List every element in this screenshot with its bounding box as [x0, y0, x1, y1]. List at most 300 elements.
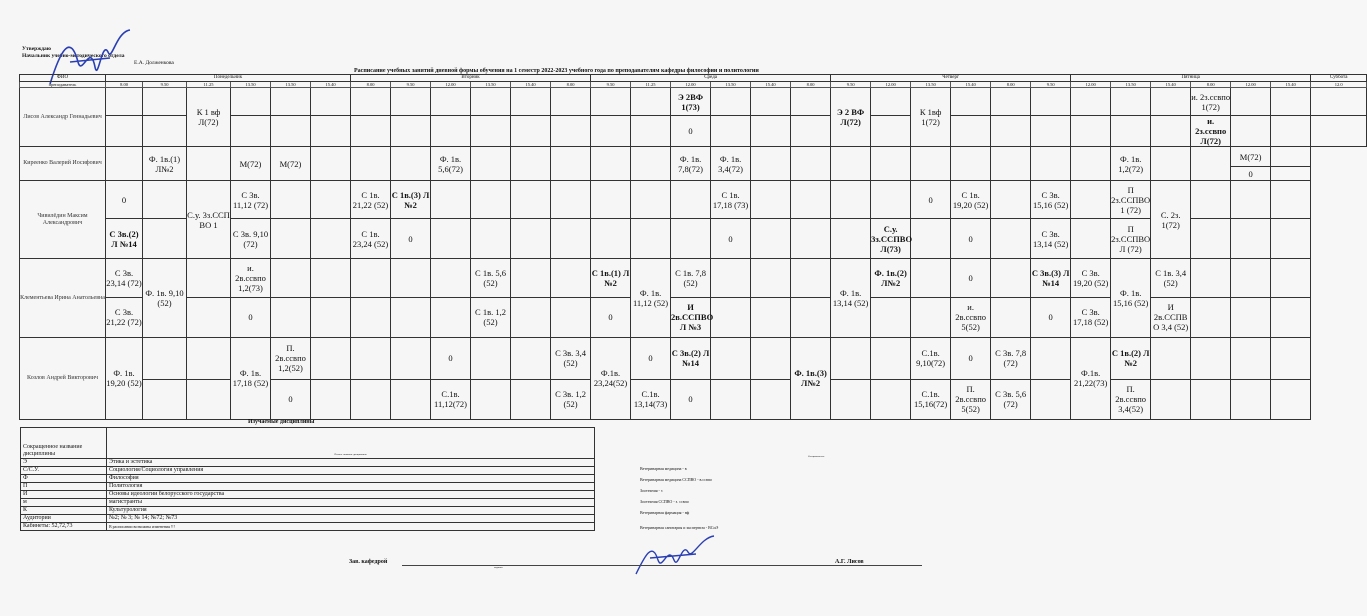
schedule-cell [471, 219, 511, 259]
schedule-cell [1231, 88, 1271, 116]
schedule-table [19, 74, 1367, 420]
schedule-cell [1031, 379, 1071, 419]
time-slot: 8.00 [106, 82, 143, 88]
schedule-cell [391, 88, 431, 116]
schedule-cell [1271, 219, 1311, 259]
schedule-cell: К 1вф 1(72) [911, 88, 951, 147]
specialty-codes [640, 466, 718, 536]
schedule-cell [143, 88, 187, 116]
legend-name: №2; № 3; № 14; №72; №73 [107, 515, 595, 523]
schedule-cell [751, 219, 791, 259]
day-tuesday: Вторник [351, 75, 591, 82]
schedule-cell [1231, 181, 1271, 219]
schedule-cell: и. 2з.ссвпо 1(72) [1191, 88, 1231, 116]
time-slot: 8.00 [991, 82, 1031, 88]
schedule-cell: С.1в. 11,12(72) [431, 379, 471, 419]
schedule-cell [1151, 337, 1191, 379]
schedule-cell: Ф. 1в.(3) Л№2 [791, 337, 831, 419]
specialty-code: Зоотехния ССПВО - з. ссвпо [640, 499, 689, 504]
schedule-cell: С 1в. 17,18 (73) [711, 181, 751, 219]
schedule-cell: С.у. 3з.ССП ВО 1 [187, 181, 231, 259]
schedule-cell: П. 2в.ссвпо 1,2(52) [271, 337, 311, 379]
schedule-cell [1151, 147, 1191, 181]
schedule-cell: С 3в. 7,8 (72) [991, 337, 1031, 379]
teacher-name: Лисов Александр Геннадьевич [20, 88, 106, 147]
schedule-cell: С 3в. 15,16 (52) [1031, 181, 1071, 219]
schedule-cell [143, 219, 187, 259]
schedule-cell: 0 [631, 337, 671, 379]
specialty-code: Ветеринарная фармация - вф [640, 510, 690, 515]
schedule-cell: Ф. 1в.(2) Л№2 [871, 259, 911, 297]
schedule-cell [951, 147, 991, 181]
schedule-cell [711, 259, 751, 297]
schedule-cell [911, 219, 951, 259]
teacher-name: Козлов Андрей Викторович [20, 337, 106, 419]
schedule-cell [106, 116, 143, 147]
schedule-cell [831, 219, 871, 259]
schedule-cell: С 1в. 7,8 (52) [671, 259, 711, 297]
schedule-cell [511, 379, 551, 419]
legend-abbr: П [21, 483, 107, 491]
schedule-cell [831, 147, 871, 181]
day-saturday: Суббота [1311, 75, 1367, 82]
schedule-cell [711, 379, 751, 419]
schedule-cell [271, 181, 311, 219]
schedule-cell [1271, 379, 1311, 419]
schedule-cell [671, 219, 711, 259]
day-friday: Пятница [1071, 75, 1311, 82]
legend-abbr: м [21, 499, 107, 507]
schedule-cell [991, 181, 1031, 219]
time-slot: 15.40 [511, 82, 551, 88]
time-slot: 12.00 [1231, 82, 1271, 88]
schedule-cell [551, 116, 591, 147]
teacher-name: Клементьева Ирина Анатольевна [20, 259, 106, 337]
schedule-cell [511, 88, 551, 116]
schedule-cell [311, 219, 351, 259]
schedule-cell [143, 379, 187, 419]
schedule-cell: 0 [271, 379, 311, 419]
time-slot: 8.00 [791, 82, 831, 88]
legend-name: Социология/Социология управления [107, 467, 595, 475]
schedule-cell [631, 88, 671, 116]
schedule-cell [471, 147, 511, 181]
schedule-cell [631, 181, 671, 219]
schedule-cell: Ф. 1в. 11,12 (52) [631, 259, 671, 337]
document-title: Расписание учебных занятий дневной формы обучения на 1 семестр 2022-2023 учебного года по преподавателям кафедры философии и политологии [354, 68, 759, 74]
time-slot: 13.50 [1111, 82, 1151, 88]
schedule-cell [1231, 379, 1271, 419]
schedule-cell [1271, 181, 1311, 219]
legend-header-full: Полное название дисциплины [107, 428, 595, 459]
schedule-cell [187, 259, 231, 297]
schedule-cell: 0 [1231, 167, 1271, 181]
time-slot: 13.50 [231, 82, 271, 88]
time-slot: 11.25 [187, 82, 231, 88]
schedule-cell [871, 297, 911, 337]
schedule-cell: С 1в. 1,2 (52) [471, 297, 511, 337]
schedule-cell: Ф. 1в.(1) Л№2 [143, 147, 187, 181]
legend-name: Культурология [107, 507, 595, 515]
schedule-cell [1271, 297, 1311, 337]
schedule-cell [511, 147, 551, 181]
schedule-cell: П 2з.ССПВО 1 (72) [1111, 181, 1151, 219]
schedule-cell [991, 219, 1031, 259]
schedule-cell [1271, 88, 1311, 116]
schedule-cell [351, 337, 391, 379]
schedule-cell [351, 147, 391, 181]
schedule-cell [871, 147, 911, 181]
schedule-cell: С 1в.(3) Л №2 [391, 181, 431, 219]
legend-abbr: К [21, 507, 107, 515]
schedule-cell [951, 116, 991, 147]
schedule-cell [911, 147, 951, 181]
schedule-cell: С 1в. 23,24 (52) [351, 219, 391, 259]
schedule-cell [911, 297, 951, 337]
name-column-header: ФИО [20, 75, 106, 82]
schedule-cell [431, 219, 471, 259]
schedule-cell: Ф.1в. 21,22(73) [1071, 337, 1111, 419]
schedule-cell [471, 116, 511, 147]
time-slot: 12.00 [871, 82, 911, 88]
schedule-cell [511, 116, 551, 147]
schedule-cell: Ф. 1в. 19,20 (52) [106, 337, 143, 419]
schedule-cell [551, 219, 591, 259]
time-slot: 11.25 [631, 82, 671, 88]
schedule-cell [991, 147, 1031, 181]
signature-line [402, 565, 922, 566]
legend-name: Этика и эстетика [107, 459, 595, 467]
schedule-cell [106, 88, 143, 116]
schedule-cell [991, 297, 1031, 337]
schedule-cell [1231, 116, 1271, 147]
time-slot: 15.40 [1151, 82, 1191, 88]
schedule-cell: С 1в. 21,22 (52) [351, 181, 391, 219]
schedule-cell [631, 116, 671, 147]
schedule-cell [143, 116, 187, 147]
schedule-cell [431, 297, 471, 337]
schedule-cell: С. 2з. 1(72) [1151, 181, 1191, 259]
schedule-cell [791, 297, 831, 337]
schedule-cell [791, 181, 831, 219]
schedule-cell [351, 88, 391, 116]
schedule-cell [1071, 181, 1111, 219]
time-slot: 15.40 [1271, 82, 1311, 88]
schedule-cell [391, 147, 431, 181]
schedule-cell [951, 88, 991, 116]
legend-name: В расписании возможны изменения !!! [107, 523, 595, 531]
schedule-cell: и. 2в.ссвпо 1,2(73) [231, 259, 271, 297]
schedule-cell [351, 116, 391, 147]
schedule-cell [671, 181, 711, 219]
schedule-cell: С.1в. 15,16(72) [911, 379, 951, 419]
schedule-cell [1111, 116, 1151, 147]
head-of-department-name: А.Г. Лисов [835, 559, 864, 565]
time-slot: 15.40 [751, 82, 791, 88]
schedule-cell [1231, 337, 1271, 379]
legend-header-short: Сокращенное название дисциплины [21, 428, 107, 459]
schedule-cell [591, 147, 631, 181]
schedule-cell [311, 147, 351, 181]
time-slot: 9.50 [391, 82, 431, 88]
schedule-cell: 0 [391, 219, 431, 259]
schedule-cell [911, 259, 951, 297]
time-slot: 9.50 [591, 82, 631, 88]
schedule-cell [311, 337, 351, 379]
schedule-cell: С.1в. 9,10(72) [911, 337, 951, 379]
schedule-cell [311, 259, 351, 297]
legend-name: магистранты [107, 499, 595, 507]
schedule-cell [991, 88, 1031, 116]
schedule-cell: 0 [671, 379, 711, 419]
schedule-cell [751, 337, 791, 379]
schedule-cell [551, 181, 591, 219]
schedule-cell [871, 88, 911, 116]
time-slot: 13.50 [911, 82, 951, 88]
schedule-cell [791, 147, 831, 181]
schedule-cell [591, 219, 631, 259]
schedule-cell [271, 116, 311, 147]
schedule-cell: С 3в. 3,4 (52) [551, 337, 591, 379]
schedule-cell: С 3в. 5,6 (72) [991, 379, 1031, 419]
schedule-cell: 0 [431, 337, 471, 379]
approval-position: Начальник учебно-методического отдела [22, 53, 125, 59]
schedule-cell: С 1в.(1) Л №2 [591, 259, 631, 297]
schedule-cell [1271, 167, 1311, 181]
schedule-cell [351, 297, 391, 337]
schedule-cell [1031, 88, 1071, 116]
schedule-cell: И 2в.ССПВО Л №3 [671, 297, 711, 337]
schedule-cell [1031, 337, 1071, 379]
schedule-cell [271, 259, 311, 297]
schedule-cell [991, 259, 1031, 297]
schedule-cell [871, 337, 911, 379]
schedule-cell [1311, 88, 1367, 116]
schedule-cell [591, 88, 631, 116]
schedule-cell [1231, 219, 1271, 259]
schedule-cell: 0 [106, 181, 143, 219]
schedule-cell [1151, 379, 1191, 419]
specialty-code: Ветеринарная медицина ССПВО - в.ссвпо [640, 477, 712, 482]
day-thursday: Четверг [831, 75, 1071, 82]
schedule-cell [751, 116, 791, 147]
signature-bottom [630, 530, 720, 580]
schedule-cell: С 3в. 17,18 (52) [1071, 297, 1111, 337]
time-slot: 12.0 [1311, 82, 1367, 88]
schedule-cell [791, 219, 831, 259]
schedule-cell: Э 2ВФ 1(73) [671, 88, 711, 116]
schedule-cell [1031, 116, 1071, 147]
approval-line: Утверждаю [22, 46, 51, 52]
schedule-cell [751, 379, 791, 419]
disciplines-title: Изучаемые дисциплины [248, 419, 315, 425]
schedule-cell [431, 181, 471, 219]
schedule-cell [1191, 147, 1231, 181]
schedule-cell [391, 297, 431, 337]
schedule-cell: К 1 вф Л(72) [187, 88, 231, 147]
schedule-cell [431, 116, 471, 147]
schedule-cell: С 3в. 19,20 (52) [1071, 259, 1111, 297]
schedule-cell [871, 181, 911, 219]
schedule-cell: Ф. 1в. 9,10 (52) [143, 259, 187, 337]
schedule-cell [231, 88, 271, 116]
schedule-cell [431, 88, 471, 116]
schedule-cell [1271, 259, 1311, 297]
schedule-cell [1071, 219, 1111, 259]
schedule-cell: С 3в. 11,12 (72) [231, 181, 271, 219]
teacher-header: преподаватель [20, 82, 106, 88]
schedule-cell: С 3в.(2) Л №14 [106, 219, 143, 259]
schedule-cell: С 3в.(3) Л №14 [1031, 259, 1071, 297]
schedule-cell [631, 147, 671, 181]
schedule-cell [1191, 337, 1231, 379]
schedule-cell [143, 181, 187, 219]
schedule-cell [143, 337, 187, 379]
schedule-cell [471, 379, 511, 419]
time-slot: 9.50 [831, 82, 871, 88]
schedule-cell [711, 116, 751, 147]
time-slot: 12.00 [431, 82, 471, 88]
schedule-cell [751, 181, 791, 219]
schedule-cell: Ф. 1в. 15,16 (52) [1111, 259, 1151, 337]
schedule-cell: С 3в. 1,2 (52) [551, 379, 591, 419]
time-slot: 9.50 [143, 82, 187, 88]
schedule-cell [1191, 259, 1231, 297]
schedule-cell: 0 [951, 337, 991, 379]
legend-abbr: Кабинеты: 52,72,73 [21, 523, 107, 531]
specialty-code: Зоотехния - з [640, 488, 663, 493]
time-slot: 15.40 [311, 82, 351, 88]
schedule-cell [1071, 147, 1111, 181]
schedule-cell [791, 88, 831, 116]
schedule-cell: С 3в. 9,10 (72) [231, 219, 271, 259]
time-slot: 8.00 [551, 82, 591, 88]
schedule-cell [1111, 88, 1151, 116]
schedule-cell [431, 259, 471, 297]
schedule-cell [791, 116, 831, 147]
schedule-cell: 0 [951, 259, 991, 297]
schedule-cell: и. 2в.ссвпо 5(52) [951, 297, 991, 337]
schedule-cell [551, 259, 591, 297]
schedule-cell: П. 2в.ссвпо 5(52) [951, 379, 991, 419]
specialty-note: Специальность [808, 455, 825, 458]
schedule-cell [591, 116, 631, 147]
day-monday: Понедельник [106, 75, 351, 82]
schedule-cell [871, 116, 911, 147]
schedule-cell [711, 297, 751, 337]
schedule-cell [831, 337, 871, 379]
legend-name: Философия [107, 475, 595, 483]
schedule-cell: С 3в. 13,14 (52) [1031, 219, 1071, 259]
schedule-cell [1271, 147, 1311, 167]
schedule-cell: Ф. 1в. 3,4(72) [711, 147, 751, 181]
schedule-cell: 0 [951, 219, 991, 259]
schedule-cell: М(72) [231, 147, 271, 181]
schedule-cell: С 3в.(2) Л №14 [671, 337, 711, 379]
schedule-cell [187, 147, 231, 181]
schedule-cell [311, 116, 351, 147]
schedule-cell: С 1в. 19,20 (52) [951, 181, 991, 219]
schedule-cell [511, 181, 551, 219]
schedule-cell [351, 259, 391, 297]
schedule-cell [551, 147, 591, 181]
schedule-cell [311, 297, 351, 337]
schedule-cell [391, 379, 431, 419]
schedule-cell: Ф.1в. 23,24(52) [591, 337, 631, 419]
time-slot: 13.50 [471, 82, 511, 88]
time-slot: 13.50 [271, 82, 311, 88]
schedule-cell: М(72) [1231, 147, 1271, 167]
schedule-cell [711, 337, 751, 379]
schedule-cell [471, 88, 511, 116]
schedule-cell [1071, 116, 1111, 147]
disciplines-table [20, 427, 595, 531]
schedule-cell [991, 116, 1031, 147]
schedule-cell [271, 88, 311, 116]
time-slot: 13.50 [711, 82, 751, 88]
schedule-cell [1311, 116, 1367, 147]
schedule-cell [1071, 88, 1111, 116]
schedule-cell [751, 88, 791, 116]
schedule-cell [1191, 379, 1231, 419]
schedule-cell [831, 379, 871, 419]
specialty-code: Ветеринарная санитария и экспертиза - ВСиЭ [640, 525, 719, 530]
schedule-cell [391, 337, 431, 379]
schedule-cell: Э 2 ВФ Л(72) [831, 88, 871, 147]
head-of-department-label: Зав. кафедрой [349, 559, 388, 565]
schedule-cell [1271, 337, 1311, 379]
time-slot: 8.00 [351, 82, 391, 88]
schedule-cell [751, 147, 791, 181]
legend-name: Основы идеологии белорусского государства [107, 491, 595, 499]
schedule-cell [1231, 297, 1271, 337]
schedule-cell: Ф. 1в. 13,14 (52) [831, 259, 871, 337]
schedule-cell [1031, 147, 1071, 181]
schedule-cell [1191, 297, 1231, 337]
schedule-cell: Ф. 1в. 5,6(72) [431, 147, 471, 181]
day-wednesday: Среда [591, 75, 831, 82]
schedule-cell: и. 2з.ссвпо Л(72) [1191, 116, 1231, 147]
schedule-cell [1231, 259, 1271, 297]
schedule-cell: П. 2в.ссвпо 3,4(52) [1111, 379, 1151, 419]
schedule-cell: М(72) [271, 147, 311, 181]
schedule-cell [271, 297, 311, 337]
schedule-cell [187, 337, 231, 379]
schedule-cell [471, 337, 511, 379]
schedule-cell [751, 297, 791, 337]
legend-abbr: Ф [21, 475, 107, 483]
schedule-cell: 0 [671, 116, 711, 147]
schedule-cell [1151, 116, 1191, 147]
schedule-cell [1191, 181, 1231, 219]
time-slot: 12.00 [1071, 82, 1111, 88]
schedule-cell [751, 259, 791, 297]
time-slot: 12.00 [671, 82, 711, 88]
schedule-cell [871, 379, 911, 419]
schedule-cell [231, 116, 271, 147]
schedule-cell: С 1в. 5,6 (52) [471, 259, 511, 297]
time-slot: 8.00 [1191, 82, 1231, 88]
schedule-cell [391, 259, 431, 297]
schedule-cell: 0 [911, 181, 951, 219]
time-slot: 9.50 [1031, 82, 1071, 88]
legend-abbr: Э [21, 459, 107, 467]
schedule-cell: И 2в.ССПВ О 3,4 (52) [1151, 297, 1191, 337]
legend-name: Политология [107, 483, 595, 491]
schedule-cell: С 1в. 3,4 (52) [1151, 259, 1191, 297]
schedule-cell [631, 219, 671, 259]
schedule-cell [391, 116, 431, 147]
